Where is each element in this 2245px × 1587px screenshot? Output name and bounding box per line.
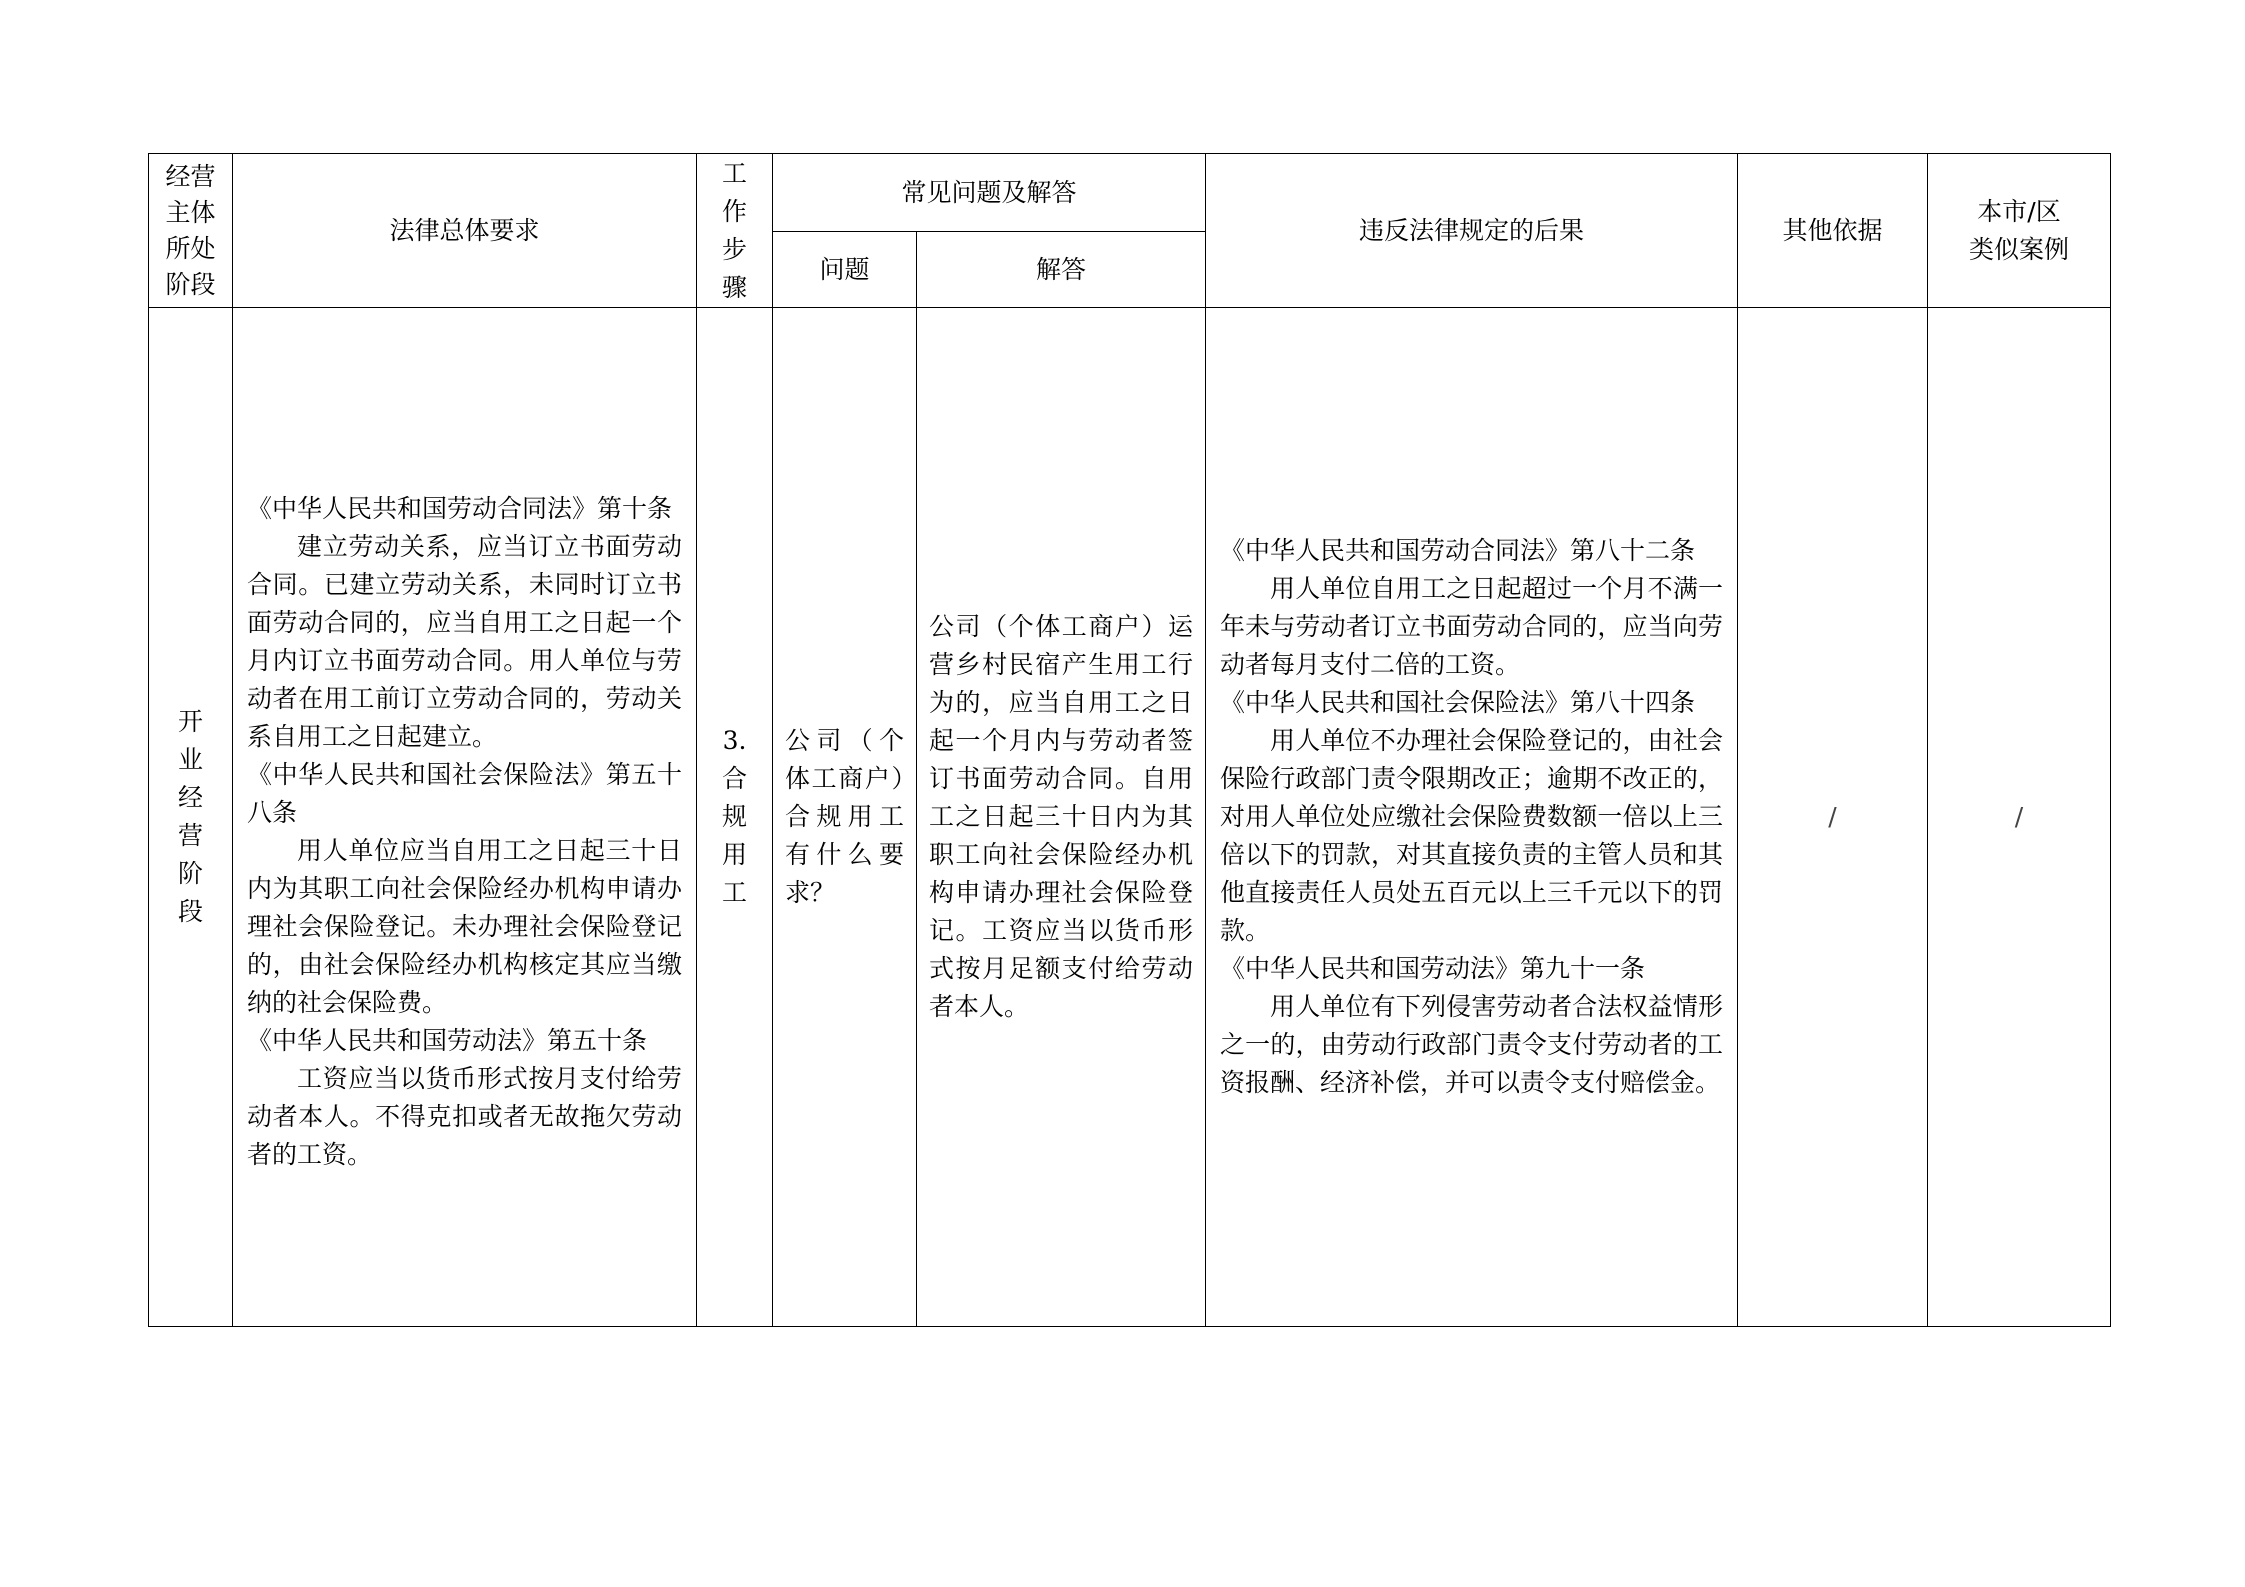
header-stage-char: 经营 (165, 161, 216, 191)
consequence-citation: 《中华人民共和国劳动法》第九十一条 (1220, 954, 1646, 983)
header-law-requirements: 法律总体要求 (233, 154, 697, 308)
law-requirement-citation: 《中华人民共和国劳动合同法》第十条 (247, 494, 673, 523)
step-char: 工 (721, 878, 747, 907)
answer-text: 公司（个体工商户）运营乡村民宿产生用工行为的，应当自用工之日起一个月内与劳动者签订书面劳动合同。自用工之日起三十日内为其职工向社会保险经办机构申请办理社会保险登记。工资应当以货币形式按月足额支付给劳动者本人。 (929, 612, 1194, 1021)
header-step-char: 工 (721, 158, 747, 188)
question-text: 公司（个体工商户）合规用工有什么要求？ (785, 726, 904, 907)
header-stage-char: 阶段 (165, 269, 216, 299)
header-similar-cases-line: 类似案例 (1969, 234, 2070, 264)
header-step-char: 步 (721, 234, 747, 264)
consequences-cell (1206, 308, 1738, 1327)
law-requirement-citation: 《中华人民共和国劳动法》第五十条 (247, 1026, 648, 1055)
header-consequences: 违反法律规定的后果 (1206, 154, 1738, 308)
step-char: 规 (721, 802, 747, 831)
stage-char: 经 (177, 783, 203, 812)
law-requirement-clause: 用人单位应当自用工之日起三十日内为其职工向社会保险经办机构申请办理社会保险登记。未办理社会保险登记的，由社会保险经办机构核定其应当缴纳的社会保险费。 (247, 836, 682, 1017)
step-char: 3. (722, 726, 747, 755)
header-stage-char: 主体 (165, 197, 216, 227)
other-basis-cell: / (1738, 308, 1928, 1327)
step-char: 合 (721, 764, 747, 793)
consequence-clause: 用人单位不办理社会保险登记的，由社会保险行政部门责令限期改正；逾期不改正的，对用人单位处应缴社会保险费数额一倍以上三倍以下的罚款，对其直接负责的主管人员和其他直接责任人员处五百元以上三千元以下的罚款。 (1220, 726, 1724, 945)
header-similar-cases (1928, 154, 2111, 308)
header-faq: 常见问题及解答 (773, 154, 1206, 232)
header-step-char: 骤 (721, 272, 747, 302)
stage-cell (149, 308, 233, 1327)
header-step (697, 154, 773, 308)
law-requirement-citation: 《中华人民共和国社会保险法》第五十八条 (247, 760, 682, 827)
regulation-table (148, 153, 2111, 1327)
consequence-clause: 用人单位自用工之日起超过一个月不满一年未与劳动者订立书面劳动合同的，应当向劳动者每月支付二倍的工资。 (1220, 574, 1724, 679)
similar-cases-cell: / (1928, 308, 2111, 1327)
header-other-basis: 其他依据 (1738, 154, 1928, 308)
question-cell (773, 308, 917, 1327)
step-char: 用 (721, 840, 747, 869)
stage-char: 阶 (177, 859, 203, 888)
stage-char: 营 (177, 821, 203, 850)
header-answer: 解答 (917, 232, 1206, 308)
consequence-citation: 《中华人民共和国社会保险法》第八十四条 (1220, 688, 1696, 717)
header-stage (149, 154, 233, 308)
header-stage-char: 所处 (165, 233, 216, 263)
stage-char: 段 (177, 897, 203, 926)
step-cell (697, 308, 773, 1327)
law-requirement-clause: 工资应当以货币形式按月支付给劳动者本人。不得克扣或者无故拖欠劳动者的工资。 (247, 1064, 682, 1169)
consequence-citation: 《中华人民共和国劳动合同法》第八十二条 (1220, 536, 1696, 565)
law-requirements-cell (233, 308, 697, 1327)
header-similar-cases-line: 本市/区 (1977, 196, 2061, 226)
law-requirement-clause: 建立劳动关系，应当订立书面劳动合同。已建立劳动关系，未同时订立书面劳动合同的，应当自用工之日起一个月内订立书面劳动合同。用人单位与劳动者在用工前订立劳动合同的，劳动关系自用工之日起建立。 (247, 532, 682, 751)
consequence-clause: 用人单位有下列侵害劳动者合法权益情形之一的，由劳动行政部门责令支付劳动者的工资报酬、经济补偿，并可以责令支付赔偿金。 (1220, 992, 1724, 1097)
answer-cell (917, 308, 1206, 1327)
stage-char: 开 (177, 707, 203, 736)
stage-char: 业 (177, 745, 203, 774)
header-question: 问题 (773, 232, 917, 308)
header-step-char: 作 (721, 196, 747, 226)
